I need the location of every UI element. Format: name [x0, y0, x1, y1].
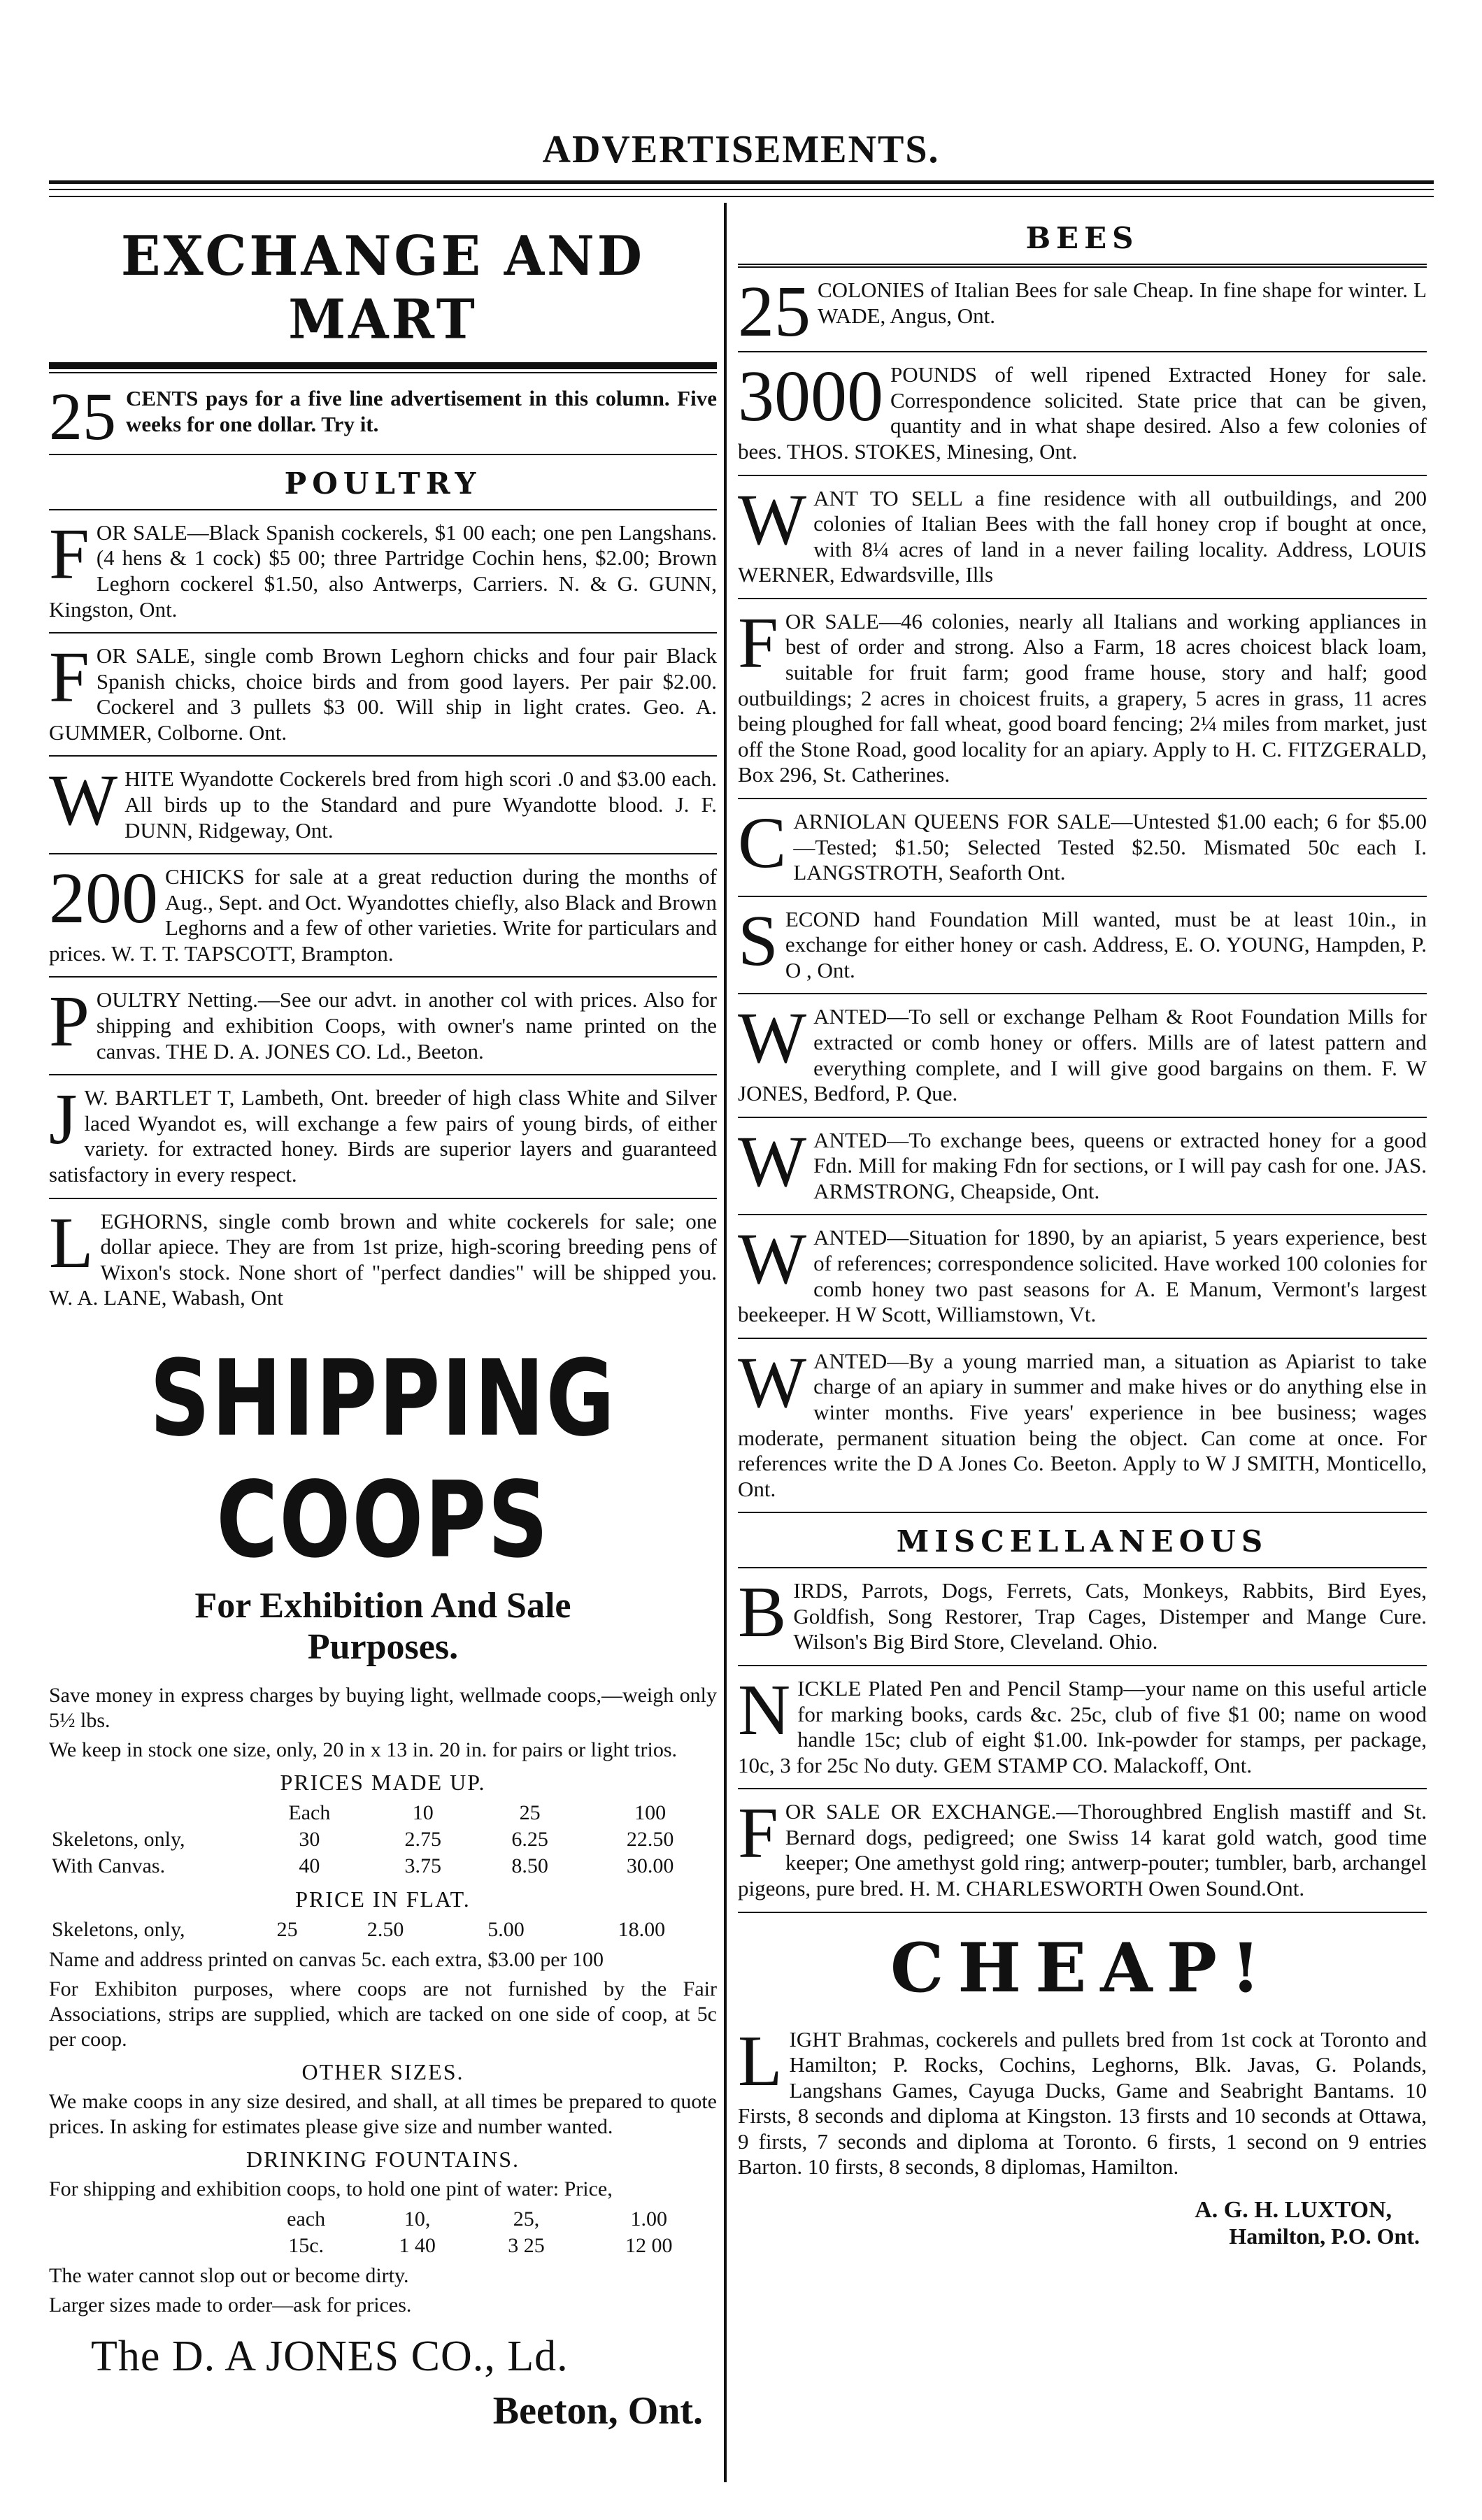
drop-cap: F — [49, 637, 90, 718]
table-cell: Skeletons, only, — [52, 1917, 185, 1941]
classified-ad — [738, 799, 1427, 897]
table-cell: 15c. — [288, 2233, 325, 2257]
drop-cap: L — [49, 1202, 94, 1283]
table-cell: 6.25 — [511, 1827, 548, 1851]
prices-made-up-heading: PRICES MADE UP. — [280, 1769, 486, 1795]
ad-text: OR SALE—46 colonies, nearly all Italians and working appliances in best of order and strong. Also a Farm, 18 acres choicest black loam, suitable for fruit farm; good frame house, story and half; good outbuildings; 2 acres in choicest fruits, a grapery, 5 acres in grass, 11 acres being ploughed for fall wheat, good board fencing; 2¼ miles from market, just off the Stone Road, good locality for an apiary. Apply to H. C. FITZGERALD, Box 296, St. Catherines. — [738, 608, 1427, 787]
table-row — [49, 2233, 717, 2259]
table-cell: 8.50 — [511, 1854, 548, 1877]
table-cell — [49, 2233, 250, 2259]
classified-ad — [738, 1215, 1427, 1338]
miscellaneous-section-title: MISCELLANEOUS — [738, 1513, 1427, 1568]
classified-ad — [738, 1118, 1427, 1216]
table-cell: 2.50 — [366, 1917, 404, 1941]
drop-cap: 200 — [49, 858, 158, 939]
drop-cap: J — [49, 1079, 78, 1160]
classified-ad — [738, 1339, 1427, 1513]
classified-ad — [738, 476, 1427, 599]
right-column — [738, 210, 1427, 2249]
table-cell: 3.75 — [404, 1854, 441, 1877]
drop-cap: W — [738, 1219, 807, 1300]
shipping-coops-title: SHIPPING COOPS — [150, 1338, 616, 1582]
classified-ad — [738, 897, 1427, 995]
masthead-rule — [49, 362, 717, 369]
drop-cap: W — [738, 479, 807, 560]
table-row — [49, 1853, 717, 1880]
drop-cap: 3000 — [738, 356, 883, 437]
advertiser-location: Hamilton, P.O. Ont. — [1229, 2224, 1420, 2249]
table-row — [49, 1800, 717, 1826]
table-cell: 18.00 — [618, 1917, 666, 1941]
drop-cap: S — [738, 900, 778, 981]
shipping-subtitle-1: For Exhibition And Sale — [194, 1585, 571, 1626]
classified-ad — [49, 1075, 717, 1198]
table-cell — [49, 1800, 250, 1826]
advertiser-name: The D. A JONES CO., Ld. — [91, 2332, 569, 2380]
ad-text: POUNDS of well ripened Extracted Honey for sale. Correspondence solicited. State price that can be given, quantity and in what shape desired. Also a few colonies of bees. THOS. STOKES, Minesing, Ont. — [738, 362, 1427, 464]
ad-text: CHICKS for sale at a great reduction during the months of Aug., Sept. and Oct. Wyandottes chiefly, also Black and Brown Leghorns and a few of other varieties. Write for particulars and prices. W. T. T. TAPSCOTT, Brampton. — [49, 864, 717, 966]
rates-notice — [49, 376, 717, 455]
page-title: ADVERTISEMENTS. — [542, 128, 940, 171]
drop-cap: P — [49, 981, 90, 1062]
masthead-rule-thin — [49, 372, 717, 373]
drop-cap: W — [49, 760, 118, 841]
bees-section-title: BEES — [738, 210, 1427, 268]
shipping-subtitle-2: Purposes. — [307, 1626, 459, 1667]
table-cell: 2.75 — [404, 1827, 441, 1851]
table-cell: 22.50 — [626, 1827, 674, 1851]
cheap-title: CHEAP! — [890, 1928, 1275, 2007]
poultry-section-title: POULTRY — [49, 455, 717, 510]
classified-ad — [738, 1666, 1427, 1789]
advertiser-name: A. G. H. LUXTON, — [1195, 2197, 1392, 2224]
ad-text: OULTRY Netting.—See our advt. in another col with prices. Also for shipping and exhibition Coops, with owner's name printed on the canvas. THE D. A. JONES CO. Ld., Beeton. — [96, 987, 717, 1064]
shipping-para: For Exhibiton purposes, where coops are not furnished by the Fair Associations, strips are supplied, which are tacked on one side of coop, at 5c per coop. — [49, 1977, 717, 2051]
rates-text: CENTS pays for a five line advertisement in this column. Five weeks for one dollar. Try it. — [126, 386, 717, 436]
header-rule-thick — [49, 180, 1434, 184]
exchange-mart-masthead: EXCHANGE AND MART — [121, 224, 645, 352]
ad-text: ANT TO SELL a fine residence with all outbuildings, and 200 colonies of Italian Bees with the fall honey crop if bought at once, with 8¼ acres of land in a never failing locality. Address, LOUIS WERNER, Edwardsville, Ills — [738, 485, 1427, 587]
ad-text: EGHORNS, single comb brown and white cockerels for sale; one dollar apiece. They are from 1st prize, high-scoring breeding pens of Wixon's stock. None short of "perfect dandies" will be shipped you. W. A. LANE, Wabash, Ont — [49, 1208, 717, 1310]
drop-cap: F — [738, 602, 778, 683]
table-cell: 25 — [276, 1917, 298, 1941]
price-in-flat-heading: PRICE IN FLAT. — [295, 1886, 471, 1912]
price-in-flat-table — [49, 1917, 717, 1943]
classified-ad — [49, 757, 717, 854]
left-column — [49, 210, 717, 2433]
table-cell: 25, — [513, 2207, 540, 2231]
fountain-price-table — [49, 2206, 717, 2259]
advertiser-location: Beeton, Ont. — [492, 2389, 703, 2433]
drop-cap: 25 — [738, 271, 811, 352]
classified-ad — [49, 633, 717, 757]
table-row — [49, 1826, 717, 1853]
classified-ad — [49, 1199, 717, 1321]
shipping-coops-ad — [49, 1338, 717, 2433]
header-rule-thin — [49, 189, 1434, 190]
drinking-fountains-heading: DRINKING FOUNTAINS. — [246, 2146, 520, 2172]
ad-text: OR SALE OR EXCHANGE.—Thoroughbred English mastiff and St. Bernard dogs, pedigreed; one Swiss 14 karat gold watch, good time keeper; One amethyst gold ring; antwerp-pouter; tumbler, barb, archangel pigeons, pure bred. H. M. CHARLESWORTH Owen Sound.Ont. — [738, 1799, 1427, 1901]
drop-cap: B — [738, 1572, 787, 1653]
ad-text: IGHT Brahmas, cockerels and pullets bred from 1st cock at Toronto and Hamilton; P. Rocks, Cochins, Leghorns, Blk. Javas, G. Polands, Langshans Games, Cayuga Ducks, Game and Seabright Bantams. 10 Firsts, 8 seconds and diploma at Kingston. 13 firsts and 10 seconds at Ottawa, 9 firsts, 7 seconds and diploma at Toronto. 6 firsts, 1 second on 9 entries Barton. 10 firsts, 8 seconds, 8 diplomas, Hamilton. — [738, 2026, 1427, 2179]
table-cell: Each — [288, 1800, 331, 1824]
classified-ad — [738, 1789, 1427, 1912]
table-cell: 30 — [299, 1827, 320, 1851]
drop-cap: W — [738, 1342, 807, 1423]
shipping-para: Save money in express charges by buying light, wellmade coops,—weigh only 5½ lbs. — [49, 1683, 717, 1732]
table-cell: 1 40 — [399, 2233, 436, 2257]
table-cell: With Canvas. — [52, 1854, 166, 1877]
table-cell: 10, — [404, 2207, 431, 2231]
ad-text: IRDS, Parrots, Dogs, Ferrets, Cats, Monkeys, Rabbits, Bird Eyes, Goldfish, Song Restorer, Trap Cages, Distemper and Mange Cure. Wilson's Big Bird Store, Cleveland. Ohio. — [793, 1578, 1427, 1654]
ad-text: ARNIOLAN QUEENS FOR SALE—Untested $1.00 each; 6 for $5.00—Tested; $1.50; Selected Tested $2.50. Mismated 50c each I. LANGSTROTH, Seaforth Ont. — [793, 808, 1427, 885]
classified-ad — [49, 978, 717, 1075]
drop-cap: F — [49, 513, 90, 594]
classified-ad — [738, 994, 1427, 1117]
table-cell: each — [287, 2207, 326, 2231]
classified-ad — [49, 510, 717, 633]
rates-big-number: 25 — [49, 379, 116, 454]
table-cell: 100 — [634, 1800, 667, 1824]
drop-cap: W — [738, 1121, 807, 1202]
cheap-ad — [738, 1928, 1427, 2249]
ad-text: W. BARTLET T, Lambeth, Ont. breeder of high class White and Silver laced Wyandot es, will exchange a few pairs of young birds, of either variety. for extracted honey. Birds are superior layers and guaranteed satisfactory in every respect. — [49, 1085, 717, 1187]
table-cell: Skeletons, only, — [52, 1827, 185, 1851]
shipping-para: The water cannot slop out or become dirty. — [49, 2263, 409, 2287]
drop-cap: C — [738, 802, 787, 883]
drop-cap: L — [738, 2020, 783, 2101]
classified-ad — [49, 854, 717, 978]
table-cell: 1.00 — [630, 2207, 667, 2231]
drop-cap: W — [738, 998, 807, 1079]
ad-text: ANTED—To exchange bees, queens or extracted honey for a good Fdn. Mill for making Fdn for sections, or I will pay cash for one. JAS. ARMSTRONG, Cheapside, Ont. — [813, 1127, 1427, 1203]
table-cell: 40 — [299, 1854, 320, 1877]
classified-ad — [738, 1568, 1427, 1666]
other-sizes-heading: OTHER SIZES. — [301, 2059, 464, 2084]
table-cell: 12 00 — [625, 2233, 673, 2257]
ad-text: OR SALE—Black Spanish cockerels, $1 00 each; one pen Langshans. (4 hens & 1 cock) $5 00; three Partridge Cochin hens, $2.00; Brown Leghorn cockerel $1.50, also Antwerps, Carriers. N. & G. GUNN, Kingston, Ont. — [49, 520, 717, 622]
column-divider — [724, 203, 727, 2482]
ad-text: ANTED—Situation for 1890, by an apiarist, 5 years experience, best of references; correspondence solicited. Have worked 100 colonies for comb honey two past seasons for A. E Manum, Vermont's largest beekeeper. H W Scott, Williamstown, Vt. — [738, 1225, 1427, 1327]
classified-ad — [738, 268, 1427, 352]
ad-text: ANTED—By a young married man, a situation as Apiarist to take charge of an apiary in summer and make hives or do anything else in winter months. Five years' experience in bee business; wages moderate, permanent situation being the object. Can come at once. For references write the D A Jones Co. Beeton. Apply to W J SMITH, Monticello, Ont. — [738, 1348, 1427, 1501]
table-cell: 5.00 — [487, 1917, 525, 1941]
ad-text: ECOND hand Foundation Mill wanted, must be at least 10in., in exchange for either honey or cash. Address, E. O. YOUNG, Hampden, P. O , Ont. — [785, 906, 1427, 982]
table-cell: 30.00 — [626, 1854, 674, 1877]
table-row — [49, 2206, 717, 2233]
shipping-para: We keep in stock one size, only, 20 in x 13 in. 20 in. for pairs or light trios. — [49, 1738, 677, 1761]
prices-made-up-table — [49, 1800, 717, 1880]
shipping-para: For shipping and exhibition coops, to hold one pint of water: Price, — [49, 2177, 613, 2200]
table-cell — [49, 2206, 250, 2233]
table-cell: 3 25 — [508, 2233, 545, 2257]
table-row — [49, 1917, 717, 1943]
table-cell: 25 — [519, 1800, 541, 1824]
shipping-para: We make coops in any size desired, and shall, at all times be prepared to quote prices. In asking for estimates please give size and number wanted. — [49, 2089, 717, 2138]
ad-text: ICKLE Plated Pen and Pencil Stamp—your name on this useful article for marking books, cards &c. 25c, club of five $1 00; name on wood handle 15c; club of eight $1.00. Ink-powder for stamps, per package, 10c, 3 for 25c No duty. GEM STAMP CO. Malackoff, Ont. — [738, 1675, 1427, 1777]
ad-text: OR SALE, single comb Brown Leghorn chicks and four pair Black Spanish chicks, choice birds and from good layers. Per pair $2.00. Cockerel and 3 pullets $3 00. Will ship in light crates. Geo. A. GUMMER, Colborne. Ont. — [49, 643, 717, 745]
classified-ad — [738, 352, 1427, 475]
classified-ad — [738, 599, 1427, 799]
header-rule-thin-2 — [49, 196, 1434, 197]
table-cell: 10 — [412, 1800, 434, 1824]
drop-cap: N — [738, 1669, 791, 1750]
drop-cap: F — [738, 1793, 778, 1874]
ad-text: ANTED—To sell or exchange Pelham & Root Foundation Mills for extracted or comb honey or offers. Mills are of latest pattern and everything complete, and I will give good bargains on them. F. W JONES, Bedford, P. Que. — [738, 1004, 1427, 1106]
shipping-para: Larger sizes made to order—ask for prices. — [49, 2293, 412, 2317]
classified-ad — [738, 2017, 1427, 2190]
ad-text: HITE Wyandotte Cockerels bred from high scori .0 and $3.00 each. All birds up to the Standard and pure Wyandotte blood. J. F. DUNN, Ridgeway, Ont. — [124, 766, 717, 843]
ad-text: COLONIES of Italian Bees for sale Cheap. In fine shape for winter. L WADE, Angus, Ont. — [818, 278, 1427, 328]
shipping-para: Name and address printed on canvas 5c. each extra, $3.00 per 100 — [49, 1947, 604, 1971]
